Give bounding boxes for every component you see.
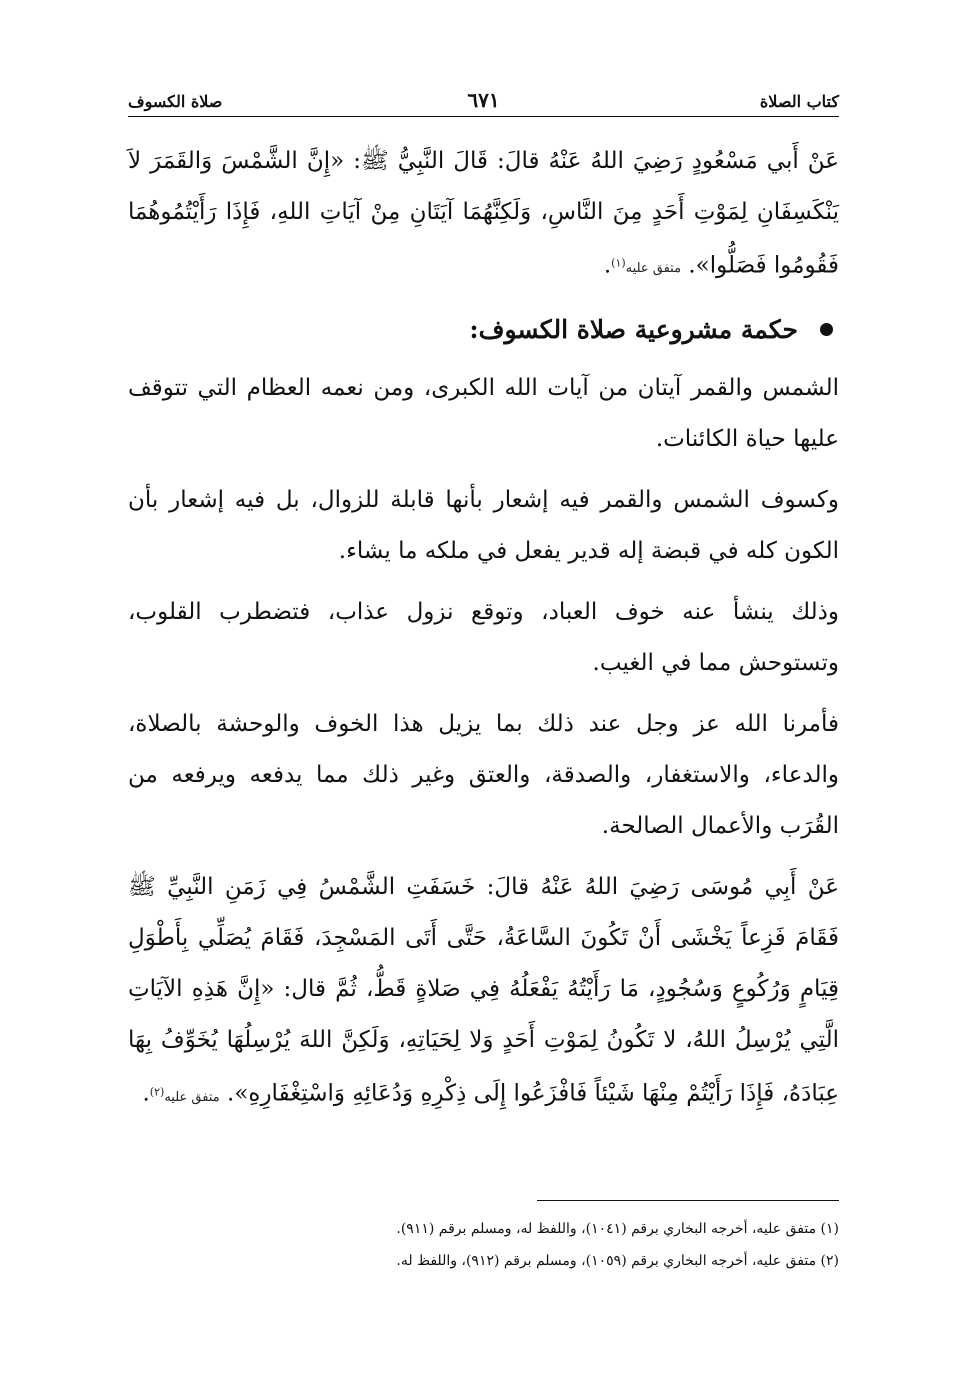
hadith-1: عَنْ أَبي مَسْعُودٍ رَضِيَ اللهُ عَنْهُ قالَ: قَالَ النَّبِيُّ ﷺ: «إِنَّ الشَّمْسَ وَالقَمَرَ لاَ يَنْكَسِفَانِ لِمَوْتِ أَحَدٍ مِنَ النَّاسِ، وَلَكِنَّهُمَا آيَتَانِ مِنْ آيَاتِ اللهِ، فَإِذَا رَأَيْتُمُوهُمَا فَقُومُوا فَصَلُّوا». متفق عليه$^{(١)}$. [128,148,839,279]
hadith-1-text: عَنْ أَبي مَسْعُودٍ رَضِيَ اللهُ عَنْهُ قالَ: قَالَ النَّبِيُّ ﷺ: «إِنَّ الشَّمْسَ وَالقَمَرَ لاَ يَنْكَسِفَانِ لِمَوْتِ أَحَدٍ مِنَ النَّاسِ، وَلَكِنَّهُمَا آيَتَانِ مِنْ آيَاتِ اللهِ، فَإِذَا رَأَيْتُمُوهُمَا فَقُومُوا فَصَلُّوا». [128,148,839,279]
page-number: ٦٧١ [467,88,500,112]
footnote-marker-1: (١) [611,257,626,270]
header-divider [128,116,839,117]
paragraph-1: الشمس والقمر آيتان من آيات الله الكبرى، ومن نعمه العظام التي تتوقف عليها حياة الكائنات. [128,375,839,453]
footnote-divider [537,1200,839,1201]
page-body [128,136,839,1133]
paragraph-3: وذلك ينشأ عنه خوف العباد، وتوقع نزول عذاب، فتضطرب القلوب، وتستوحش مما في الغيب. [128,599,839,677]
paragraph-2: وكسوف الشمس والقمر فيه إشعار بأنها قابلة للزوال، بل فيه إشعار بأن الكون كله في قبضة إله قدير يفعل في ملكه ما يشاء. [128,487,839,565]
footnote-marker-2: (٢) [149,1085,165,1099]
book-title: كتاب الصلاة [759,91,839,111]
hadith-1-reference: متفق عليه$^{(١)}$ [611,257,682,277]
hadith-2: عَنْ أَبِي مُوسَى رَضِيَ اللهُ عَنْهُ قالَ: خَسَفَتِ الشَّمْسُ فِي زَمَنِ النَّبِيِّ ﷺ فَقَامَ فَزِعاً يَخْشَى أَنْ تَكُونَ السَّاعَةُ، حَتَّى أَتَى المَسْجِدَ، فَقَامَ يُصَلِّي بِأَطْوَلِ قِيَامٍ وَرُكُوعٍ وَسُجُودٍ، مَا رَأَيْتُهُ يَفْعَلُهُ فِي صَلاةٍ قَطُّ، ثُمَّ قال: «إِنَّ هَذِهِ الآيَاتِ الَّتِي يُرْسِلُ اللهُ، لا تَكُونُ لِمَوْتِ أَحَدٍ وَلا لِحَيَاتِهِ، وَلَكِنَّ اللهَ يُرْسِلُهَا يُخَوِّفُ بِهَا عِبَادَهُ، فَإِذَا رَأَيْتُمْ مِنْهَا شَيْئاً فَافْزَعُوا إِلَى ذِكْرِهِ وَدُعَائِهِ وَاسْتِغْفَارِهِ». متفق عليه$^{(٢)}$. [128,874,839,1107]
section-heading-text: حكمة مشروعية صلاة الكسوف: [469,315,798,345]
hadith-2-text: عَنْ أَبِي مُوسَى رَضِيَ اللهُ عَنْهُ قالَ: خَسَفَتِ الشَّمْسُ فِي زَمَنِ النَّبِيِّ ﷺ فَقَامَ فَزِعاً يَخْشَى أَنْ تَكُونَ السَّاعَةُ، حَتَّى أَتَى المَسْجِدَ، فَقَامَ يُصَلِّي بِأَطْوَلِ قِيَامٍ وَرُكُوعٍ وَسُجُودٍ، مَا رَأَيْتُهُ يَفْعَلُهُ فِي صَلاةٍ قَطُّ، ثُمَّ قال: «إِنَّ هَذِهِ الآيَاتِ الَّتِي يُرْسِلُ اللهُ، لا تَكُونُ لِمَوْتِ أَحَدٍ وَلا لِحَيَاتِهِ، وَلَكِنَّ اللهَ يُرْسِلُهَا يُخَوِّفُ بِهَا عِبَادَهُ، فَإِذَا رَأَيْتُمْ مِنْهَا شَيْئاً فَافْزَعُوا إِلَى ذِكْرِهِ وَدُعَائِهِ وَاسْتِغْفَارِهِ». [128,874,839,1107]
hadith-2-reference: متفق عليه$^{(٢)}$ [149,1085,220,1105]
paragraph-4: فأمرنا الله عز وجل عند ذلك بما يزيل هذا الخوف والوحشة بالصلاة، والدعاء، والاستغفار، والصدقة، والعتق وغير ذلك مما يدفعه ويرفعه من القُرَب والأعمال الصالحة. [128,711,839,840]
chapter-title: صلاة الكسوف [128,91,223,111]
footnote-1: (١) متفق عليه، أخرجه البخاري برقم (١٠٤١)، واللفظ له، ومسلم برقم (٩١١). [396,1221,839,1237]
section-heading [128,304,839,355]
footnote-2: (٢) متفق عليه، أخرجه البخاري برقم (١٠٥٩)، ومسلم برقم (٩١٢)، واللفظ له. [396,1253,839,1269]
bullet-icon [820,323,833,336]
footnotes [128,1213,839,1277]
